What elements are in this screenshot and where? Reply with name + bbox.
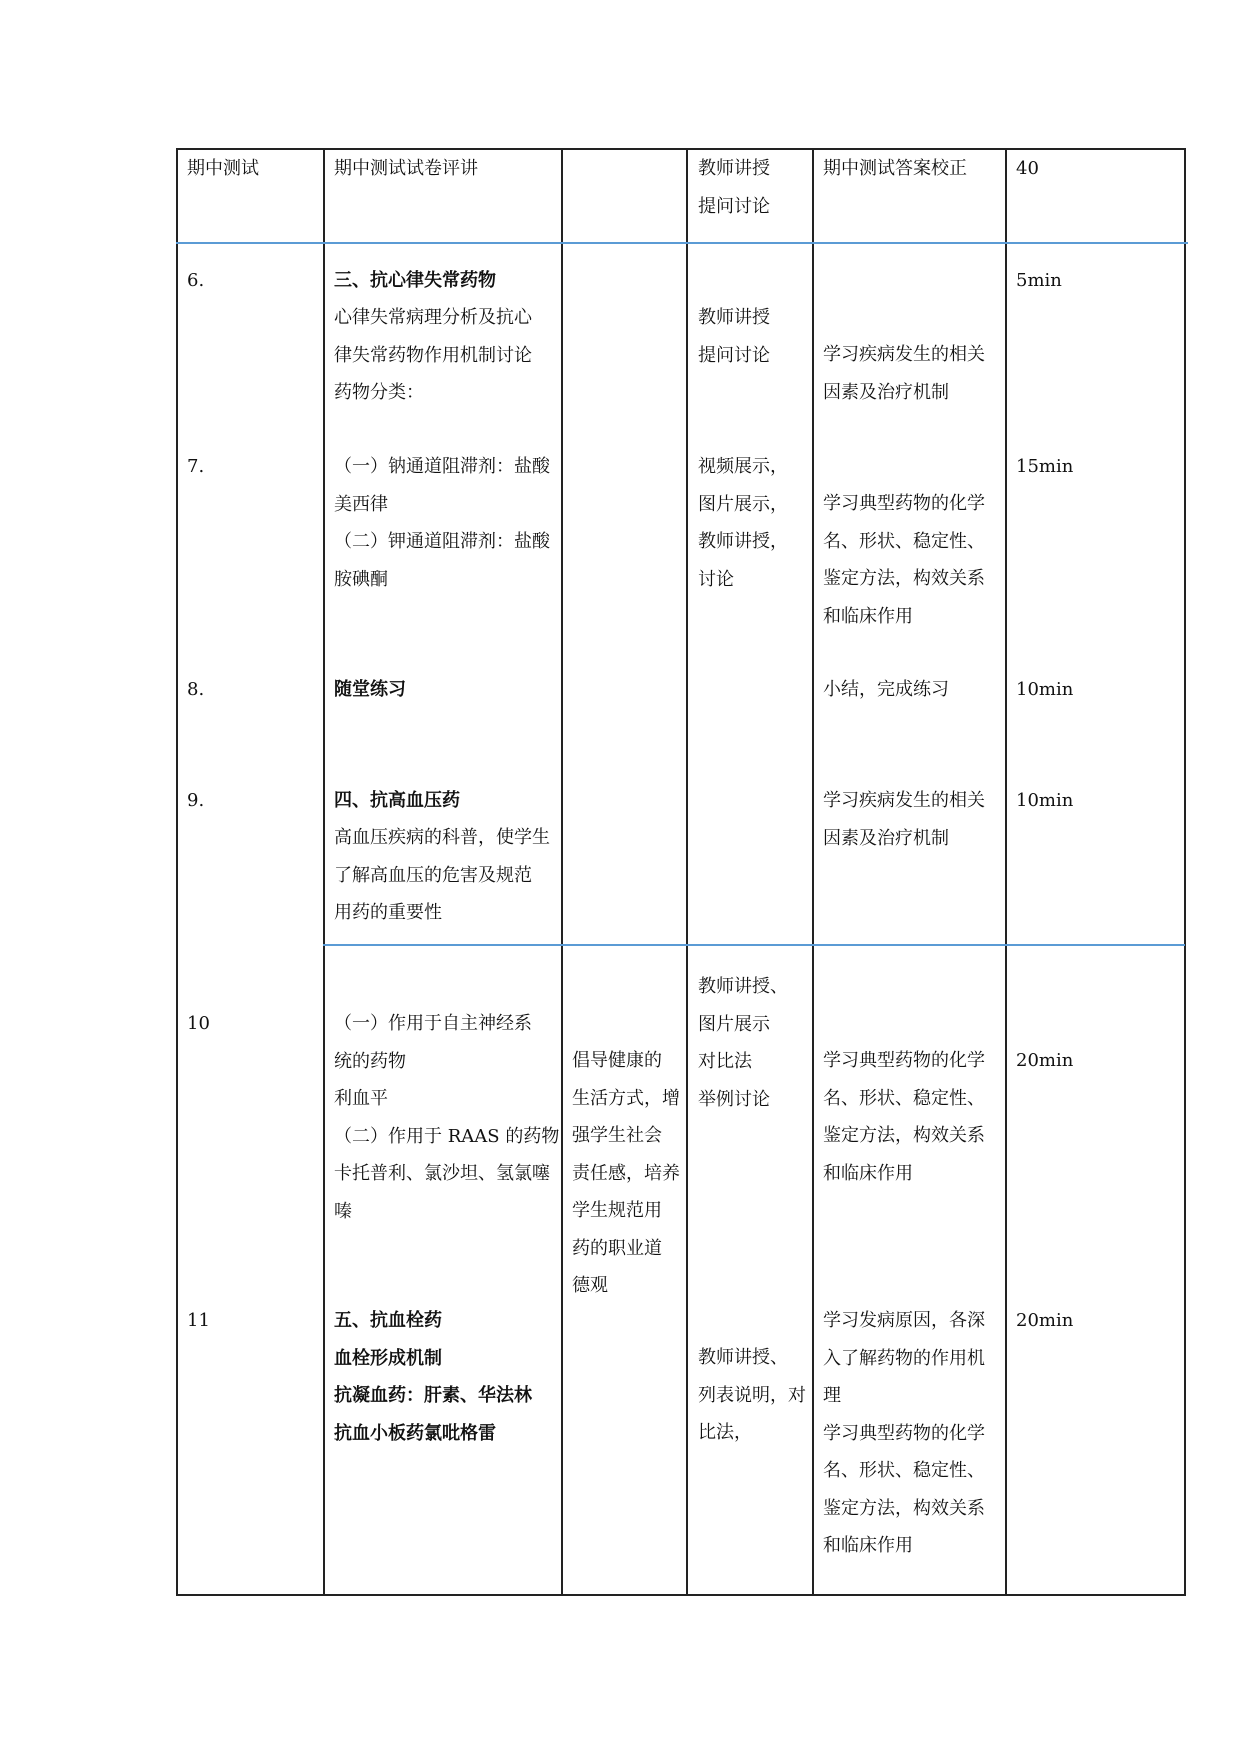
row10-time: 20min [1016, 1050, 1074, 1071]
row10-number: 10 [187, 1013, 210, 1034]
table-border-left [176, 148, 178, 1595]
row11-time: 20min [1016, 1310, 1074, 1331]
row7-goal: 学习典型药物的化学 名、形状、稳定性、 鉴定方法，构效关系 和临床作用 [823, 493, 985, 627]
midterm-time: 40 [1016, 158, 1039, 179]
row10-content: （一）作用于自主神经系 统的药物 利血平 （二）作用于 RAAS 的药物 卡托普利、氯沙坦、氢氯噻 嗪 [334, 1013, 560, 1222]
row11-goal: 学习发病原因，各深 入了解药物的作用机 理 学习典型药物的化学 名、形状、稳定性、 鉴定方法，构效关系 和临床作用 [823, 1310, 985, 1556]
row9-time: 10min [1016, 790, 1074, 811]
row-separator-blue-1 [176, 242, 1188, 244]
row8-time: 10min [1016, 679, 1074, 700]
row-separator-blue-2 [323, 944, 1185, 946]
row8-title: 随堂练习 [334, 679, 406, 700]
table-divider-col3 [686, 148, 688, 1595]
row9-content: 高血压疾病的科普，使学生 了解高血压的危害及规范 用药的重要性 [334, 827, 550, 923]
midterm-goal: 期中测试答案校正 [823, 158, 967, 179]
table-divider-col4 [812, 148, 814, 1595]
table-divider-col1 [323, 148, 325, 1595]
table-divider-col5 [1005, 148, 1007, 1595]
row6-time: 5min [1016, 270, 1062, 291]
row7-time: 15min [1016, 456, 1074, 477]
row9-goal: 学习疾病发生的相关 因素及治疗机制 [823, 790, 985, 849]
row6-number: 6. [187, 270, 205, 291]
midterm-label: 期中测试 [187, 158, 259, 179]
table-border-bottom [176, 1594, 1186, 1596]
row11-number: 11 [187, 1310, 210, 1331]
row7-method: 视频展示， 图片展示， 教师讲授， 讨论 [698, 456, 788, 590]
row11-title: 五、抗血栓药 血栓形成机制 抗凝血药：肝素、华法林 抗血小板药氯吡格雷 [334, 1310, 532, 1444]
row6-content: 心律失常病理分析及抗心 律失常药物作用机制讨论 药物分类： [334, 307, 532, 403]
row8-goal: 小结，完成练习 [823, 679, 949, 700]
row10-method: 教师讲授、 图片展示 对比法 举例讨论 [698, 976, 788, 1110]
row10-ideology: 倡导健康的 生活方式，增 强学生社会 责任感，培养 学生规范用 药的职业道 德观 [572, 1050, 680, 1296]
row6-title: 三、抗心律失常药物 [334, 270, 496, 291]
table-border-right [1184, 148, 1186, 1595]
row6-method: 教师讲授 提问讨论 [698, 307, 770, 366]
table-divider-col2 [561, 148, 563, 1595]
row9-number: 9. [187, 790, 205, 811]
row7-number: 7. [187, 456, 205, 477]
row7-content: （一）钠通道阻滞剂：盐酸 美西律 （二）钾通道阻滞剂：盐酸 胺碘酮 [334, 456, 550, 590]
row10-goal: 学习典型药物的化学 名、形状、稳定性、 鉴定方法，构效关系 和临床作用 [823, 1050, 985, 1184]
midterm-content: 期中测试试卷评讲 [334, 158, 478, 179]
midterm-method: 教师讲授 提问讨论 [698, 158, 770, 217]
row9-title: 四、抗高血压药 [334, 790, 460, 811]
row8-number: 8. [187, 679, 205, 700]
row6-goal: 学习疾病发生的相关 因素及治疗机制 [823, 344, 985, 403]
row11-method: 教师讲授、 列表说明，对 比法， [698, 1347, 806, 1443]
